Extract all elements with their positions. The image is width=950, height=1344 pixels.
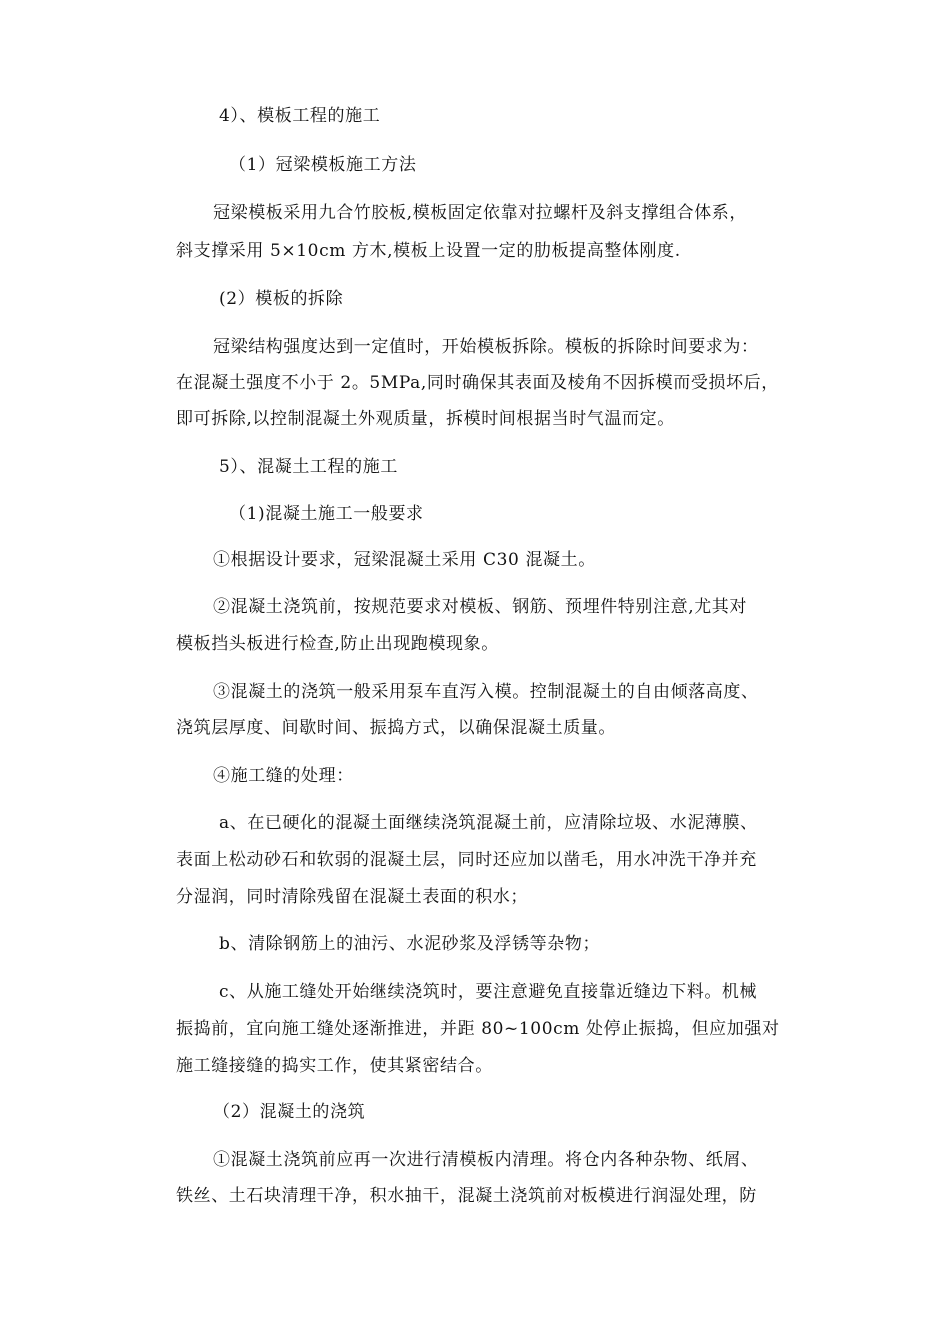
list-item-line: 分湿润，同时清除残留在混凝土表面的积水；: [176, 887, 528, 907]
list-item-line: 表面上松动砂石和软弱的混凝土层，同时还应加以凿毛，用水冲洗干净并充: [176, 850, 757, 870]
subsection-heading-concrete-requirements: （1)混凝土施工一般要求: [229, 504, 424, 524]
subsection-heading-formwork-method: （1）冠梁模板施工方法: [229, 155, 417, 175]
list-item-line: ①混凝土浇筑前应再一次进行清模板内清理。将仓内各种杂物、纸屑、: [213, 1150, 759, 1170]
list-item-line: a、在已硬化的混凝土面继续浇筑混凝土前，应清除垃圾、水泥薄膜、: [219, 813, 758, 833]
list-item-line: 铁丝、土石块清理干净，积水抽干，混凝土浇筑前对板模进行润湿处理，防: [176, 1186, 757, 1206]
paragraph-line: 斜支撑采用 5×10cm 方木,模板上设置一定的肋板提高整体刚度.: [176, 241, 681, 261]
list-item-line: ②混凝土浇筑前，按规范要求对模板、钢筋、预埋件特别注意,尤其对: [213, 597, 748, 617]
list-item-line: ③混凝土的浇筑一般采用泵车直泻入模。控制混凝土的自由倾落高度、: [213, 682, 759, 702]
paragraph-line: 冠梁结构强度达到一定值时，开始模板拆除。模板的拆除时间要求为：: [213, 337, 759, 357]
list-item-line: 模板挡头板进行检查,防止出现跑模现象。: [176, 634, 499, 654]
section-heading-5: 5）、混凝土工程的施工: [219, 457, 398, 477]
section-heading-4: 4）、模板工程的施工: [219, 106, 381, 126]
list-item: b、清除钢筋上的油污、水泥砂浆及浮锈等杂物；: [219, 934, 601, 954]
list-item-line: 浇筑层厚度、间歇时间、振捣方式，以确保混凝土质量。: [176, 718, 616, 738]
paragraph-line: 在混凝土强度不小于 2。5MPa,同时确保其表面及棱角不因拆模而受损坏后，: [176, 373, 779, 393]
list-item-line: 振捣前，宜向施工缝处逐渐推进，并距 80~100cm 处停止振捣，但应加强对: [176, 1019, 780, 1039]
subsection-heading-formwork-removal: (2）模板的拆除: [219, 289, 344, 309]
list-item-line: c、从施工缝处开始继续浇筑时，要注意避免直接靠近缝边下料。机械: [219, 982, 758, 1002]
paragraph-line: 即可拆除,以控制混凝土外观质量，拆模时间根据当时气温而定。: [176, 409, 675, 429]
list-item-line: 施工缝接缝的捣实工作，使其紧密结合。: [176, 1056, 493, 1076]
subsection-heading-concrete-pouring: （2）混凝土的浇筑: [213, 1102, 366, 1122]
paragraph-line: 冠梁模板采用九合竹胶板,模板固定依靠对拉螺杆及斜支撑组合体系，: [213, 203, 748, 223]
list-item: ①根据设计要求，冠梁混凝土采用 C30 混凝土。: [213, 550, 596, 570]
list-item: ④施工缝的处理：: [213, 766, 354, 786]
